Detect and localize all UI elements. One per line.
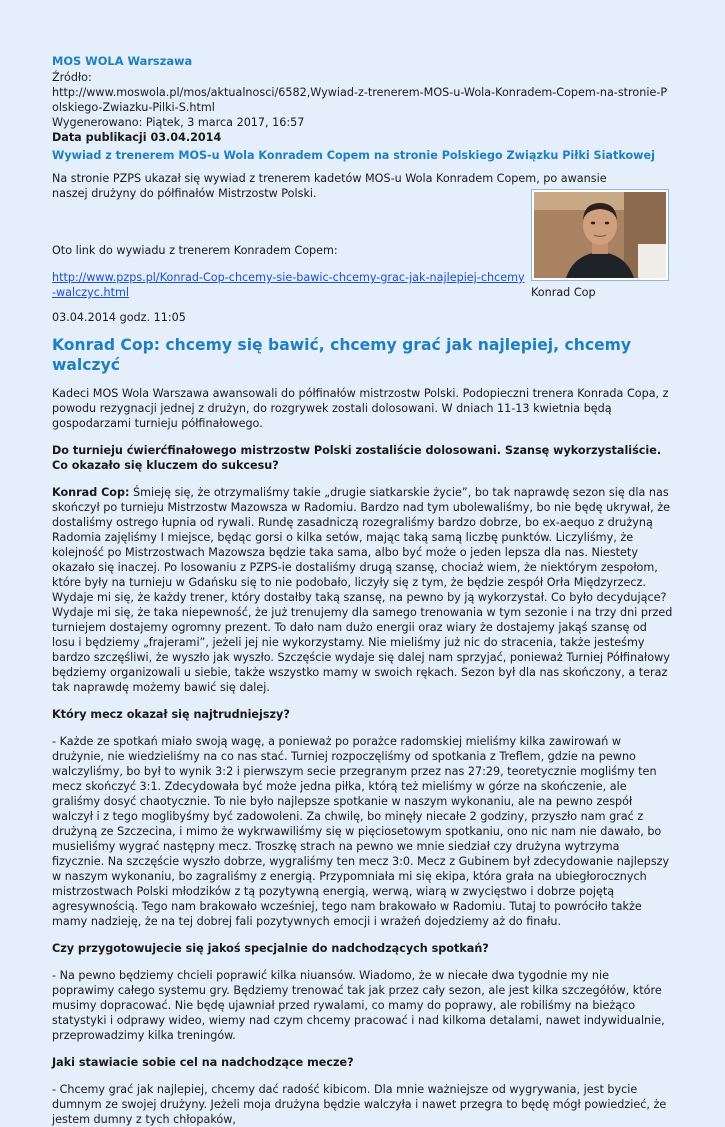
link-intro: Oto link do wywiadu z trenerem Konradem Copem:	[52, 244, 338, 257]
generated-timestamp: Wygenerowano: Piątek, 3 marca 2017, 16:57	[52, 116, 305, 129]
photo-caption: Konrad Cop	[531, 286, 596, 299]
question-1: Do turnieju ćwierćfinałowego mistrzostw Polski zostaliście dolosowani. Szansę wykorzystaliście. Co okazało się kluczem do sukcesu?	[52, 444, 662, 472]
answer-2: - Każde ze spotkań miało swoją wagę, a ponieważ po porażce radomskiej mieliśmy kilka zawirowań w drużynie, nie wiedzieliśmy na co nas stać. Turniej rozpoczęliśmy od spotkania z Treflem, gdzie na pewno walczyliśmy, bo był to wynik 3:2 i pierwszym secie przegranym przez nas 27:29, teoretycznie mogliśmy ten mecz skończyć 3:1. Zdecydowała być może jedna piłka, którą też mieliśmy w górze na skończenie, ale graliśmy dosyć chaotycznie. To nie było najlepsze spotkanie w naszym wykonaniu, ale na pewno zespół walczył i z tego moglibyśmy być zadowoleni. Za chwilę, bo minęły niecałe 2 godziny, przyszło nam grać z drużyną ze Szczecina, i mimo że wykrwawiliśmy się w pięciosetowym spotkaniu, ono nic nam nie dawało, bo musieliśmy wygrać następny mecz. Troszkę strach na pewno we mnie siedział czy drużyna wytrzyma fizycznie. Na szczęście wyszło dobrze, wygraliśmy ten mecz 3:0. Mecz z Gubinem był zdecydowanie najlepszy w naszym wykonaniu, bo zagraliśmy z energią. Przypomniała mi się ekipa, która grała na ubiegłorocznych mistrzostwach Polski młodzików z tą pozytywną energią, werwą, wiarą w zwycięstwo i dobrze pojętą agresywnością. Tego nam brakowało wcześniej, tego nam brakowało w Radomiu. Tutaj to powróciło także mamy nadzieję, że na tej dobrej fali pozytywnych emocji i wrażeń dojedziemy aż do finału.	[52, 735, 670, 928]
answer-4: - Chcemy grać jak najlepiej, chcemy dać radość kibicom. Dla mnie ważniejsze od wygrywania, jest bycie dumnym ze swojej drużyny. Jeżeli moja drużyna będzie walczyła i nawet przegra to będę mógł powiedzieć, że jestem dumny z tych chłopaków,	[52, 1083, 667, 1126]
article-intro: Na stronie PZPS ukazał się wywiad z trenerem kadetów MOS-u Wola Konradem Copem, po awansie naszej drużyny do półfinałów Mistrzostw Polski.	[52, 172, 607, 200]
answer-1	[52, 485, 673, 695]
source-url[interactable]: http://www.moswola.pl/mos/aktualnosci/6582,Wywiad-z-trenerem-MOS-u-Wola-Konradem-Copem-na-stronie-Polskiego-Zwiazku-Pilki-S.html	[52, 86, 668, 114]
coach-photo	[531, 189, 669, 281]
question-4: Jaki stawiacie sobie cel na nadchodzące mecze?	[52, 1056, 354, 1069]
source-label: Źródło:	[52, 71, 92, 84]
interview-link[interactable]: http://www.pzps.pl/Konrad-Cop-chcemy-sie-bawic-chcemy-grac-jak-najlepiej-chcemy-walczyc.html	[52, 271, 525, 299]
answer-1-text: Śmieję się, że otrzymaliśmy takie „drugie siatkarskie życie”, bo tak naprawdę sezon się dla nas skończył po turnieju Mistrzostw Mazowsza w Radomiu. Bardzo nad tym ubolewaliśmy, bo nie będę ukrywał, że dostaliśmy ostrego łupnia od rywali. Rundę zasadniczą rozegraliśmy bardzo dobrze, bo ex-aequo z drużyną Radomia zajęliśmy I miejsce, będąc gorsi o kilka setów, mając taką samą liczbę punktów. Liczyliśmy, że kolejność po Mistrzostwach Mazowsza będzie taka sama, albo być może o jeden lepsza dla nas. Niestety okazało się inaczej. Po losowaniu z PZPS-ie dostaliśmy drugą szansę, chociaż wiem, że niektórym zespołom, które były na turnieju w Gdańsku się to nie podobało, liczyły się z tym, że będzie zespół Orła Międzyrzecz. Wydaje mi się, że każdy trener, który dostałby taką szansę, na pewno by ją wykorzystał. Co było decydujące? Wydaje mi się, że taka niepewność, że już trenujemy dla samego trenowania w tym sezonie i na trzy dni przed turniejem dostajemy ogromny prezent. To dało nam dużo energii oraz wiary że dostajemy jakąś szansę od losu i będziemy „frajerami”, jeżeli jej nie wykorzystamy. Nie mieliśmy już nic do stracenia, także jesteśmy bardzo szczęśliwi, że wyszło jak wyszło. Szczęście wydaje się dalej nam sprzyjać, ponieważ Turniej Półfinałowy będziemy organizowali u siebie, także wszystko mamy w swoich rękach. Sezon był dla nas skończony, a teraz tak naprawdę możemy bawić się dalej.	[52, 486, 673, 694]
article-date: 03.04.2014 godz. 11:05	[52, 311, 186, 324]
interview-lead: Kadeci MOS Wola Warszawa awansowali do półfinałów mistrzostw Polski. Podopieczni trenera Konrada Copa, z powodu rezygnacji jednej z drużyn, do rozgrywek zostali dolosowani. W dniach 11-13 kwietnia będą gospodarzami turnieju półfinałowego.	[52, 387, 669, 430]
question-3: Czy przygotowujecie się jakoś specjalnie do nadchodzących spotkań?	[52, 942, 489, 955]
answer-3: - Na pewno będziemy chcieli poprawić kilka niuansów. Wiadomo, że w niecałe dwa tygodnie my nie poprawimy całego systemu gry. Będziemy trenować tak jak przez cały sezon, ale jest kilka szczegółów, które musimy dopracować. Nie będę ujawniał przed rywalami, co mamy do poprawy, ale robiliśmy na bieżąco statystyki i odprawy wideo, wiemy nad czym chcemy pracować i nad kilkoma detalami, nawet indywidualnie, przeprowadzimy kilka treningów.	[52, 969, 665, 1042]
coach-photo-block	[531, 189, 671, 300]
article-title: Wywiad z trenerem MOS-u Wola Konradem Copem na stronie Polskiego Związku Piłki Siatkowej	[52, 149, 655, 162]
organization-name: MOS WOLA Warszawa	[52, 54, 193, 68]
speaker-name: Konrad Cop:	[52, 486, 130, 499]
question-2: Który mecz okazał się najtrudniejszy?	[52, 708, 290, 721]
publication-date: Data publikacji 03.04.2014	[52, 131, 222, 144]
coach-portrait-image	[534, 192, 666, 278]
interview-headline: Konrad Cop: chcemy się bawić, chcemy grać jak najlepiej, chcemy walczyć	[52, 336, 632, 374]
